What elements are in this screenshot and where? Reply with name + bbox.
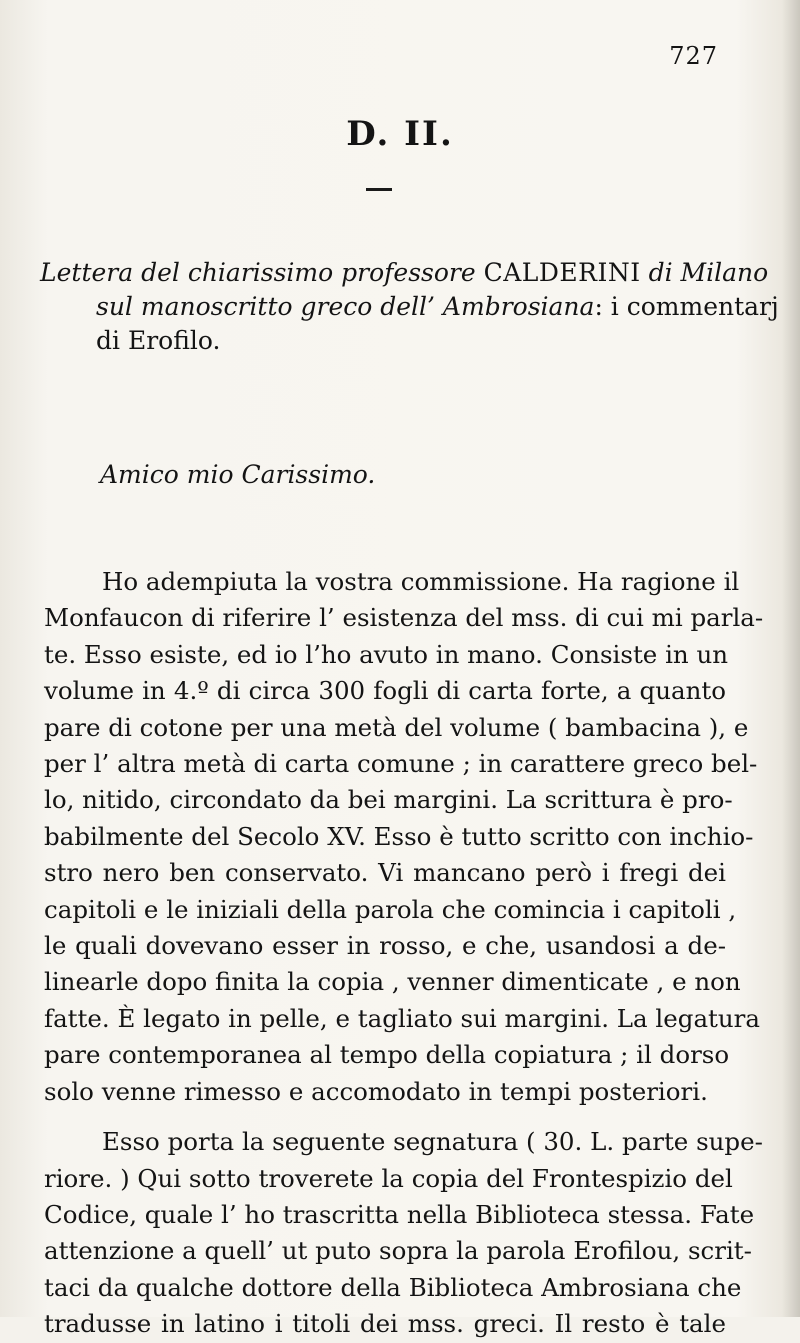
letter-title	[40, 256, 779, 358]
title-line-1	[40, 256, 769, 290]
text-line: solo venne rimesso e accomodato in tempi posteriori.	[44, 1076, 708, 1106]
text-line: riore. ) Qui sotto troverete la copia del Frontespizio del	[44, 1163, 733, 1193]
text-line: lo, nitido, circondato da bei margini. La scrittura è pro-	[44, 785, 733, 815]
title-text: di Erofilo.	[96, 326, 221, 355]
letter-body	[44, 564, 764, 1343]
text-line: fatte. È legato in pelle, e tagliato sui margini. La legatura	[44, 1003, 761, 1033]
text-line: Ho adempiuta la vostra commissione. Ha ragione il	[102, 567, 740, 596]
text-line: stro nero ben conservato. Vi mancano però i fregi dei	[44, 858, 726, 888]
text-line: per l’ altra metà di carta comune ; in carattere greco bel-	[44, 749, 758, 779]
section-heading: D. II.	[346, 114, 454, 154]
text-line: Esso porta la seguente segnatura ( 30. L. parte supe-	[102, 1127, 763, 1157]
title-text: Lettera del chiarissimo professore	[40, 258, 484, 287]
text-line: te. Esso esiste, ed io l’ho avuto in mano. Consiste in un	[44, 639, 729, 669]
text-line: Codice, quale l’ ho trascritta nella Biblioteca stessa. Fate	[44, 1199, 755, 1229]
text-line: pare contemporanea al tempo della copiatura ; il dorso	[44, 1040, 730, 1070]
page-edge-shadow	[782, 0, 800, 1317]
title-text: di Milano	[640, 258, 769, 287]
title-line-2	[40, 290, 779, 324]
heading-rule	[366, 188, 392, 191]
page-number: 727	[669, 42, 718, 70]
text-line: le quali dovevano esser in rosso, e che, usandosi a de-	[44, 931, 726, 961]
text-line: linearle dopo finita la copia , venner dimenticate , e non	[44, 967, 741, 997]
text-line: pare di cotone per una metà del volume ( bambacina ), e	[44, 712, 749, 742]
text-line: babilmente del Secolo XV. Esso è tutto scritto con inchio-	[44, 821, 754, 851]
salutation: Amico mio Carissimo.	[100, 460, 376, 489]
title-line-3	[40, 324, 730, 358]
author-name: CALDERINI	[483, 258, 641, 287]
title-text: sul manoscritto greco dell’ Ambrosiana	[96, 292, 595, 321]
text-line: volume in 4.º di circa 300 fogli di carta forte, a quanto	[44, 676, 726, 706]
text-line: tradusse in latino i titoli dei mss. greci. Il resto è tale	[44, 1309, 726, 1339]
text-line: capitoli e le iniziali della parola che comincia i capitoli ,	[44, 894, 737, 924]
text-line: Monfaucon di riferire l’ esistenza del mss. di cui mi parla-	[44, 603, 764, 633]
text-line: taci da qualche dottore della Biblioteca Ambrosiana che	[44, 1272, 742, 1302]
text-line: attenzione a quell’ ut puto sopra la parola Erofilou, scrit-	[44, 1236, 752, 1266]
title-text: : i commentarj	[594, 292, 779, 321]
